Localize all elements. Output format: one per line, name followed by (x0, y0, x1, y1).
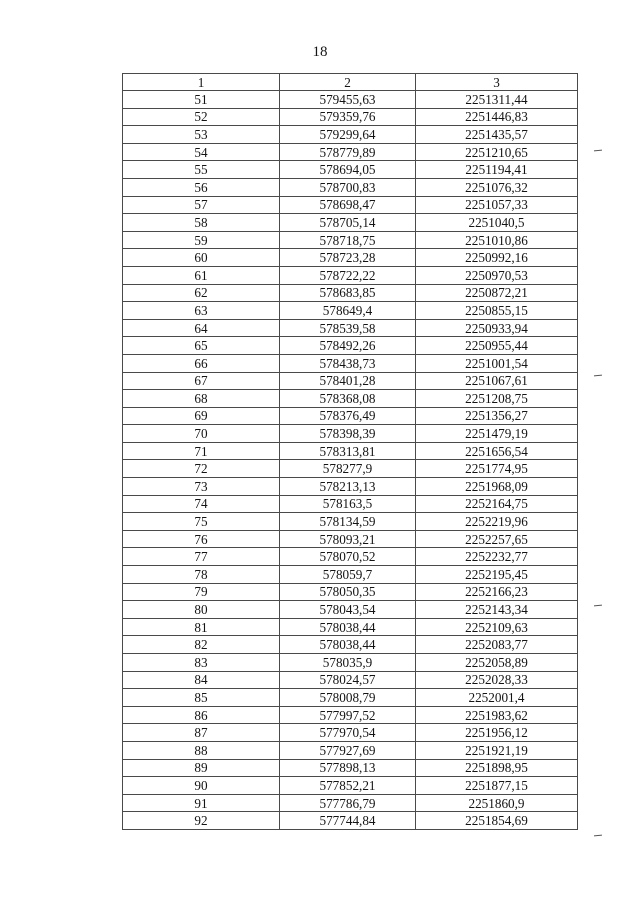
point-number-cell: 71 (123, 442, 280, 460)
y-coordinate-cell: 2250992,16 (416, 249, 578, 267)
x-coordinate-cell: 578035,9 (280, 654, 416, 672)
point-number-cell: 61 (123, 266, 280, 284)
point-number-cell: 72 (123, 460, 280, 478)
y-coordinate-cell: 2251067,61 (416, 372, 578, 390)
table-row (123, 214, 578, 232)
point-number-cell: 64 (123, 319, 280, 337)
point-number-cell: 79 (123, 583, 280, 601)
point-number-cell: 81 (123, 618, 280, 636)
table-row (123, 548, 578, 566)
table-row (123, 390, 578, 408)
table-row (123, 266, 578, 284)
y-coordinate-cell: 2251010,86 (416, 231, 578, 249)
point-number-cell: 55 (123, 161, 280, 179)
point-number-cell: 84 (123, 671, 280, 689)
x-coordinate-cell: 578698,47 (280, 196, 416, 214)
table-row (123, 372, 578, 390)
table-row (123, 319, 578, 337)
x-coordinate-cell: 578492,26 (280, 337, 416, 355)
y-coordinate-cell: 2251983,62 (416, 706, 578, 724)
y-coordinate-cell: 2252001,4 (416, 689, 578, 707)
table-row (123, 689, 578, 707)
table-row (123, 513, 578, 531)
y-coordinate-cell: 2251194,41 (416, 161, 578, 179)
y-coordinate-cell: 2251898,95 (416, 759, 578, 777)
table-row (123, 249, 578, 267)
point-number-cell: 80 (123, 601, 280, 619)
table-header-row (123, 74, 578, 91)
x-coordinate-cell: 578134,59 (280, 513, 416, 531)
x-coordinate-cell: 578398,39 (280, 425, 416, 443)
table-row (123, 706, 578, 724)
y-coordinate-cell: 2251001,54 (416, 354, 578, 372)
y-coordinate-cell: 2252195,45 (416, 566, 578, 584)
x-coordinate-cell: 579299,64 (280, 126, 416, 144)
x-coordinate-cell: 578649,4 (280, 302, 416, 320)
point-number-cell: 54 (123, 143, 280, 161)
table-row (123, 91, 578, 109)
point-number-cell: 60 (123, 249, 280, 267)
point-number-cell: 52 (123, 108, 280, 126)
x-coordinate-cell: 578277,9 (280, 460, 416, 478)
page-number: 18 (312, 44, 328, 60)
y-coordinate-cell: 2252083,77 (416, 636, 578, 654)
point-number-cell: 67 (123, 372, 280, 390)
table-row (123, 284, 578, 302)
x-coordinate-cell: 578213,13 (280, 478, 416, 496)
point-number-cell: 82 (123, 636, 280, 654)
point-number-cell: 73 (123, 478, 280, 496)
point-number-cell: 65 (123, 337, 280, 355)
y-coordinate-cell: 2250872,21 (416, 284, 578, 302)
x-coordinate-cell: 578438,73 (280, 354, 416, 372)
x-coordinate-cell: 578779,89 (280, 143, 416, 161)
y-coordinate-cell: 2252109,63 (416, 618, 578, 636)
scan-mark (594, 150, 602, 152)
y-coordinate-cell: 2251774,95 (416, 460, 578, 478)
y-coordinate-cell: 2251656,54 (416, 442, 578, 460)
table-row (123, 566, 578, 584)
table-row (123, 741, 578, 759)
y-coordinate-cell: 2251040,5 (416, 214, 578, 232)
point-number-cell: 86 (123, 706, 280, 724)
y-coordinate-cell: 2250855,15 (416, 302, 578, 320)
x-coordinate-cell: 578093,21 (280, 530, 416, 548)
point-number-cell: 91 (123, 794, 280, 812)
y-coordinate-cell: 2251057,33 (416, 196, 578, 214)
table-row (123, 654, 578, 672)
table-row (123, 231, 578, 249)
x-coordinate-cell: 578700,83 (280, 178, 416, 196)
table-row (123, 636, 578, 654)
point-number-cell: 88 (123, 741, 280, 759)
x-coordinate-cell: 578718,75 (280, 231, 416, 249)
x-coordinate-cell: 578401,28 (280, 372, 416, 390)
y-coordinate-cell: 2251208,75 (416, 390, 578, 408)
y-coordinate-cell: 2250955,44 (416, 337, 578, 355)
point-number-cell: 57 (123, 196, 280, 214)
x-coordinate-cell: 578163,5 (280, 495, 416, 513)
x-coordinate-cell: 579359,76 (280, 108, 416, 126)
y-coordinate-cell: 2252232,77 (416, 548, 578, 566)
table-row (123, 161, 578, 179)
table-row (123, 354, 578, 372)
scan-mark (594, 835, 602, 837)
table-row (123, 583, 578, 601)
y-coordinate-cell: 2252028,33 (416, 671, 578, 689)
x-coordinate-cell: 578723,28 (280, 249, 416, 267)
point-number-cell: 63 (123, 302, 280, 320)
x-coordinate-cell: 579455,63 (280, 91, 416, 109)
x-coordinate-cell: 577997,52 (280, 706, 416, 724)
point-number-cell: 92 (123, 812, 280, 830)
table-row (123, 302, 578, 320)
y-coordinate-cell: 2252058,89 (416, 654, 578, 672)
table-row (123, 777, 578, 795)
x-coordinate-cell: 578070,52 (280, 548, 416, 566)
x-coordinate-cell: 577852,21 (280, 777, 416, 795)
x-coordinate-cell: 578694,05 (280, 161, 416, 179)
point-number-cell: 85 (123, 689, 280, 707)
point-number-cell: 90 (123, 777, 280, 795)
y-coordinate-cell: 2251854,69 (416, 812, 578, 830)
x-coordinate-cell: 578705,14 (280, 214, 416, 232)
table-row (123, 196, 578, 214)
table-row (123, 478, 578, 496)
point-number-cell: 59 (123, 231, 280, 249)
column-header-2: 2 (280, 74, 416, 91)
column-header-1: 1 (123, 74, 280, 91)
y-coordinate-cell: 2251435,57 (416, 126, 578, 144)
x-coordinate-cell: 578722,22 (280, 266, 416, 284)
scan-mark (594, 375, 602, 377)
x-coordinate-cell: 577970,54 (280, 724, 416, 742)
table-row (123, 442, 578, 460)
y-coordinate-cell: 2252257,65 (416, 530, 578, 548)
y-coordinate-cell: 2251210,65 (416, 143, 578, 161)
y-coordinate-cell: 2252164,75 (416, 495, 578, 513)
x-coordinate-cell: 578038,44 (280, 618, 416, 636)
point-number-cell: 78 (123, 566, 280, 584)
scan-mark (594, 605, 602, 607)
column-header-3: 3 (416, 74, 578, 91)
x-coordinate-cell: 578008,79 (280, 689, 416, 707)
table-row (123, 143, 578, 161)
point-number-cell: 56 (123, 178, 280, 196)
y-coordinate-cell: 2251446,83 (416, 108, 578, 126)
x-coordinate-cell: 578059,7 (280, 566, 416, 584)
point-number-cell: 62 (123, 284, 280, 302)
table-row (123, 460, 578, 478)
x-coordinate-cell: 578683,85 (280, 284, 416, 302)
point-number-cell: 89 (123, 759, 280, 777)
y-coordinate-cell: 2250933,94 (416, 319, 578, 337)
table-row (123, 178, 578, 196)
y-coordinate-cell: 2252143,34 (416, 601, 578, 619)
point-number-cell: 69 (123, 407, 280, 425)
y-coordinate-cell: 2251479,19 (416, 425, 578, 443)
point-number-cell: 70 (123, 425, 280, 443)
x-coordinate-cell: 578043,54 (280, 601, 416, 619)
x-coordinate-cell: 578050,35 (280, 583, 416, 601)
table-row (123, 108, 578, 126)
table-row (123, 794, 578, 812)
point-number-cell: 68 (123, 390, 280, 408)
y-coordinate-cell: 2251956,12 (416, 724, 578, 742)
table-body (123, 91, 578, 830)
point-number-cell: 76 (123, 530, 280, 548)
x-coordinate-cell: 577898,13 (280, 759, 416, 777)
x-coordinate-cell: 578539,58 (280, 319, 416, 337)
point-number-cell: 58 (123, 214, 280, 232)
y-coordinate-cell: 2252166,23 (416, 583, 578, 601)
table-row (123, 425, 578, 443)
point-number-cell: 74 (123, 495, 280, 513)
y-coordinate-cell: 2252219,96 (416, 513, 578, 531)
table-row (123, 601, 578, 619)
point-number-cell: 66 (123, 354, 280, 372)
table-row (123, 759, 578, 777)
y-coordinate-cell: 2251356,27 (416, 407, 578, 425)
table-row (123, 337, 578, 355)
table-row (123, 126, 578, 144)
y-coordinate-cell: 2251968,09 (416, 478, 578, 496)
y-coordinate-cell: 2251921,19 (416, 741, 578, 759)
x-coordinate-cell: 577927,69 (280, 741, 416, 759)
table-row (123, 407, 578, 425)
y-coordinate-cell: 2250970,53 (416, 266, 578, 284)
table-row (123, 812, 578, 830)
point-number-cell: 53 (123, 126, 280, 144)
x-coordinate-cell: 578368,08 (280, 390, 416, 408)
point-number-cell: 77 (123, 548, 280, 566)
y-coordinate-cell: 2251076,32 (416, 178, 578, 196)
x-coordinate-cell: 577744,84 (280, 812, 416, 830)
x-coordinate-cell: 578024,57 (280, 671, 416, 689)
y-coordinate-cell: 2251877,15 (416, 777, 578, 795)
table-row (123, 618, 578, 636)
table-row (123, 724, 578, 742)
point-number-cell: 87 (123, 724, 280, 742)
table-row (123, 671, 578, 689)
coordinates-table (122, 73, 578, 830)
x-coordinate-cell: 578038,44 (280, 636, 416, 654)
x-coordinate-cell: 578313,81 (280, 442, 416, 460)
x-coordinate-cell: 577786,79 (280, 794, 416, 812)
table-row (123, 495, 578, 513)
y-coordinate-cell: 2251860,9 (416, 794, 578, 812)
point-number-cell: 83 (123, 654, 280, 672)
point-number-cell: 75 (123, 513, 280, 531)
y-coordinate-cell: 2251311,44 (416, 91, 578, 109)
table-row (123, 530, 578, 548)
point-number-cell: 51 (123, 91, 280, 109)
x-coordinate-cell: 578376,49 (280, 407, 416, 425)
